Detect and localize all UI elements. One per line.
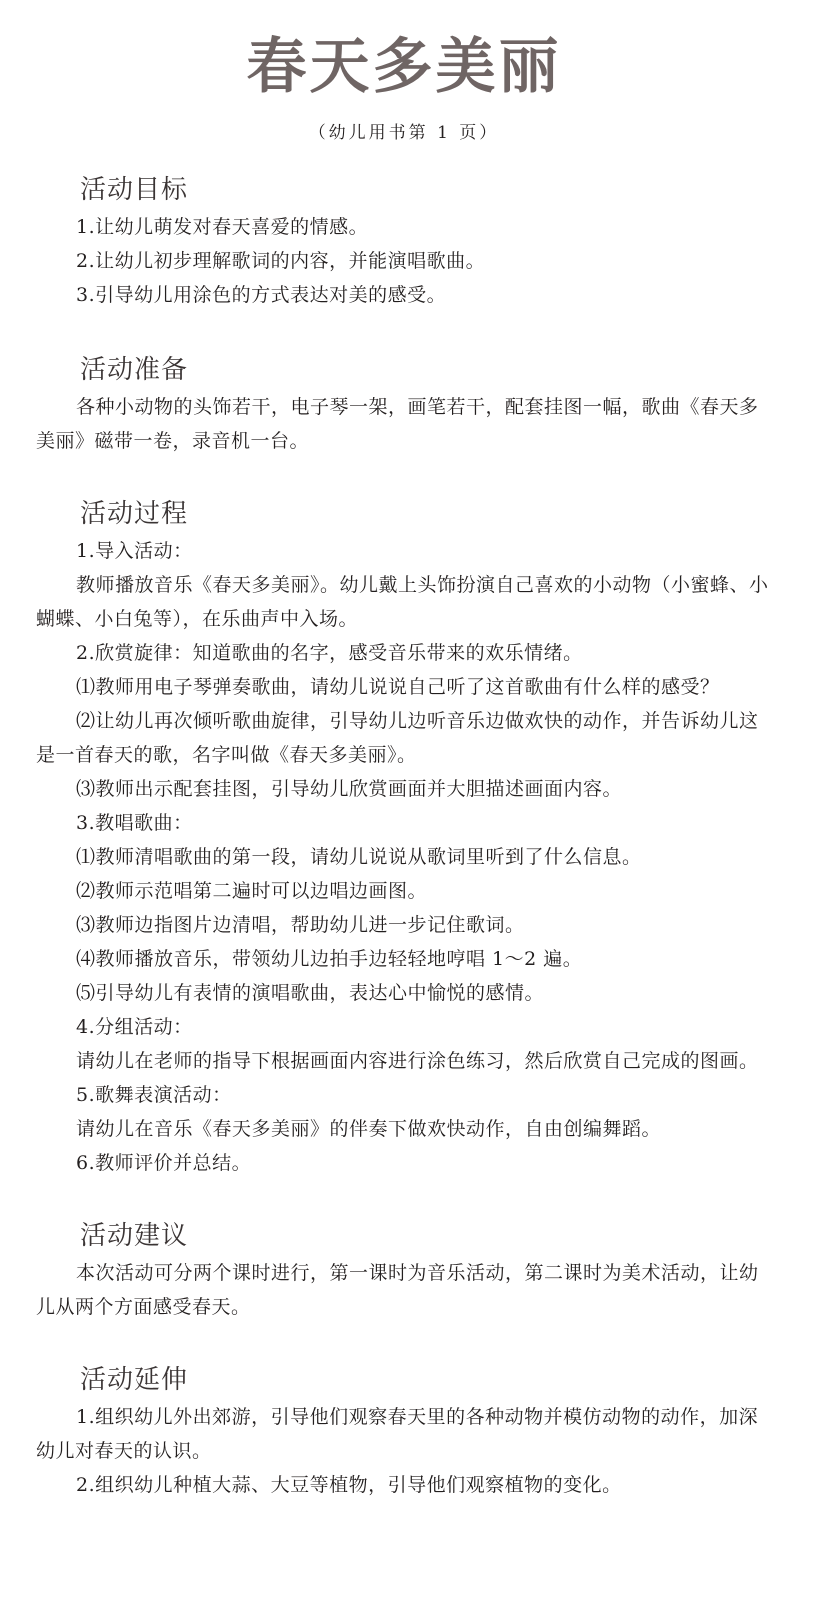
paragraph: 6.教师评价并总结。 bbox=[76, 1152, 252, 1174]
paragraph: 1.组织幼儿外出郊游，引导他们观察春天里的各种动物并模仿动物的动作，加深幼儿对春天的认识。 bbox=[36, 1406, 759, 1462]
paragraph: 2.组织幼儿种植大蒜、大豆等植物，引导他们观察植物的变化。 bbox=[76, 1474, 622, 1496]
paragraph: ⑶教师边指图片边清唱，帮助幼儿进一步记住歌词。 bbox=[76, 914, 525, 936]
page-title: 春天多美丽 bbox=[246, 32, 562, 102]
paragraph: ⑴教师用电子琴弹奏歌曲，请幼儿说说自己听了这首歌曲有什么样的感受？ bbox=[76, 676, 720, 698]
paragraph: 4.分组活动： bbox=[76, 1016, 193, 1038]
section-heading: 活动过程 bbox=[80, 499, 189, 529]
paragraph: 1.让幼儿萌发对春天喜爱的情感。 bbox=[76, 216, 369, 238]
section-heading: 活动目标 bbox=[80, 175, 189, 205]
section-heading: 活动准备 bbox=[80, 355, 189, 385]
section-heading: 活动延伸 bbox=[80, 1365, 189, 1395]
paragraph: 2.让幼儿初步理解歌词的内容，并能演唱歌曲。 bbox=[76, 250, 486, 272]
section-extension bbox=[36, 1360, 772, 1502]
paragraph: 1.导入活动： bbox=[76, 540, 193, 562]
section-suggestions bbox=[36, 1216, 772, 1324]
paragraph: 教师播放音乐《春天多美丽》。幼儿戴上头饰扮演自己喜欢的小动物（小蜜蜂、小蝴蝶、小白兔等），在乐曲声中入场。 bbox=[36, 574, 769, 630]
paragraph: 请幼儿在音乐《春天多美丽》的伴奏下做欢快动作，自由创编舞蹈。 bbox=[76, 1118, 662, 1140]
paragraph: ⑸引导幼儿有表情的演唱歌曲，表达心中愉悦的感情。 bbox=[76, 982, 545, 1004]
section-goals bbox=[36, 170, 772, 312]
paragraph: ⑴教师清唱歌曲的第一段，请幼儿说说从歌词里听到了什么信息。 bbox=[76, 846, 642, 868]
paragraph: ⑵教师示范唱第二遍时可以边唱边画图。 bbox=[76, 880, 428, 902]
paragraph: ⑶教师出示配套挂图，引导幼儿欣赏画面并大胆描述画面内容。 bbox=[76, 778, 623, 800]
section-process bbox=[36, 494, 772, 1180]
page-subtitle: （幼儿用书第 1 页） bbox=[308, 123, 500, 143]
section-preparation bbox=[36, 350, 772, 458]
paragraph: 3.引导幼儿用涂色的方式表达对美的感受。 bbox=[76, 284, 447, 306]
paragraph: ⑷教师播放音乐，带领幼儿边拍手边轻轻地哼唱 1～2 遍。 bbox=[76, 948, 583, 970]
paragraph: 各种小动物的头饰若干，电子琴一架，画笔若干，配套挂图一幅，歌曲《春天多美丽》磁带一卷，录音机一台。 bbox=[36, 396, 759, 452]
paragraph: ⑵让幼儿再次倾听歌曲旋律，引导幼儿边听音乐边做欢快的动作，并告诉幼儿这是一首春天的歌，名字叫做《春天多美丽》。 bbox=[36, 710, 759, 766]
section-heading: 活动建议 bbox=[80, 1221, 189, 1251]
paragraph: 请幼儿在老师的指导下根据画面内容进行涂色练习，然后欣赏自己完成的图画。 bbox=[76, 1050, 759, 1072]
paragraph: 3.教唱歌曲： bbox=[76, 812, 193, 834]
paragraph: 2.欣赏旋律：知道歌曲的名字，感受音乐带来的欢乐情绪。 bbox=[76, 642, 583, 664]
paragraph: 本次活动可分两个课时进行，第一课时为音乐活动，第二课时为美术活动，让幼儿从两个方面感受春天。 bbox=[36, 1262, 759, 1318]
paragraph: 5.歌舞表演活动： bbox=[76, 1084, 232, 1106]
